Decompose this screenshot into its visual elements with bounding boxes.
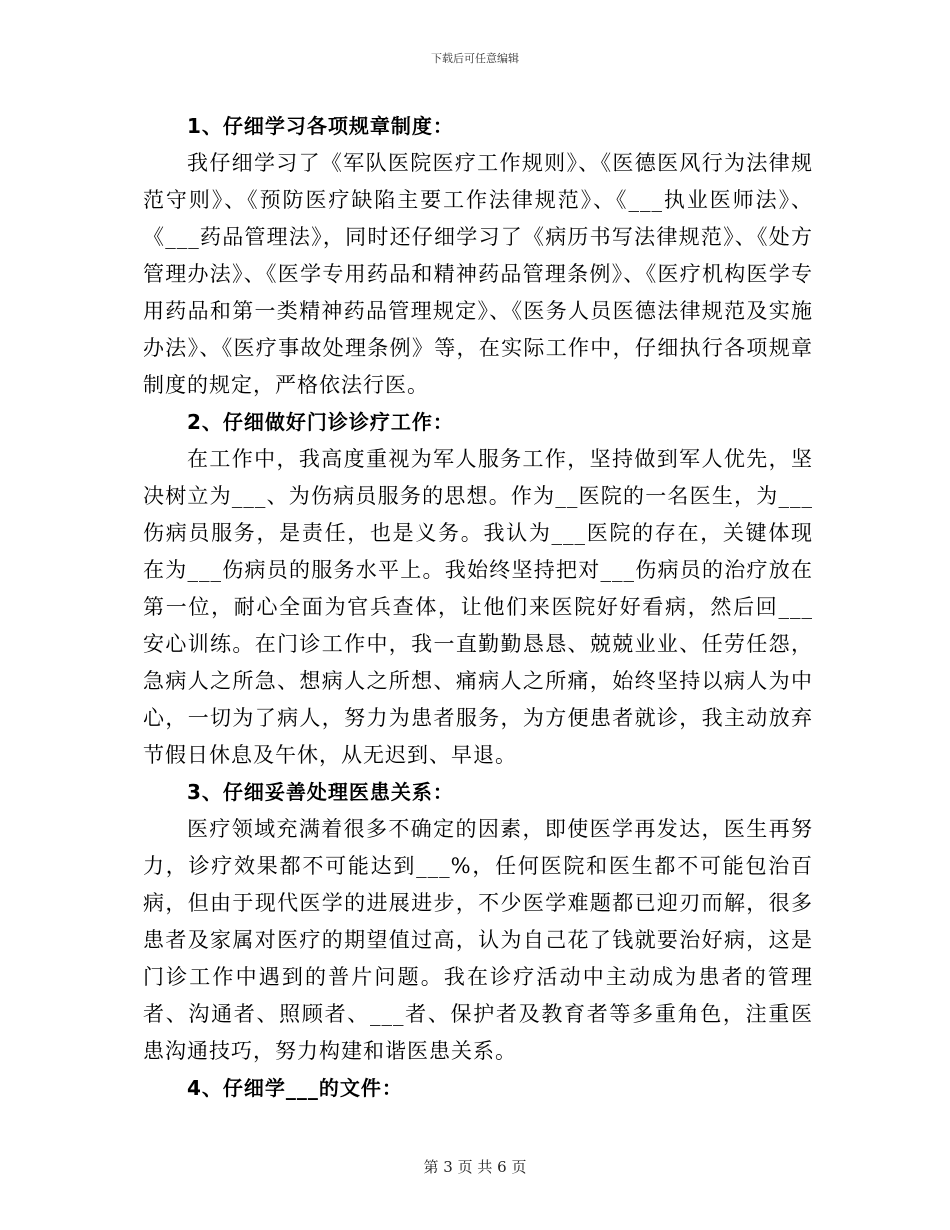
section-4-heading: 4、仔细学___的文件：	[187, 1076, 403, 1100]
section-3-body: 医疗领域充满着很多不确定的因素，即使医学再发达，医生再努力，诊疗效果都不可能达到___%，任何医院和医生都不可能包治百病，但由于现代医学的进展进步，不少医学难题都已迎刃而解，很多患者及家属对医疗的期望值过高，认为自己花了钱就要治好病，这是门诊工作中遇到的普片问题。我在诊疗活动中主动成为患者的管理者、沟通者、照顾者、___者、保护者及教育者等多重角色，注重医患沟通技巧，努力构建和谐医患关系。	[143, 817, 813, 1063]
page-header: 下载后可任意编辑	[431, 52, 519, 65]
section-2-heading: 2、仔细做好门诊诊疗工作：	[187, 410, 454, 434]
page-footer: 第 3 页 共 6 页	[423, 1158, 527, 1176]
section-1-body: 我仔细学习了《军队医院医疗工作规则》、《医德医风行为法律规范守则》、《预防医疗缺陷主要工作法律规范》、《___执业医师法》、《___药品管理法》，同时还仔细学习了《病历书写法律规范》、《处方管理办法》、《医学专用药品和精神药品管理条例》、《医疗机构医学专用药品和第一类精神药品管理规定》、《医务人员医德法律规范及实施办法》、《医疗事故处理条例》等，在实际工作中，仔细执行各项规章制度的规定，严格依法行医。	[143, 151, 813, 397]
section-3-heading: 3、仔细妥善处理医患关系：	[187, 780, 454, 804]
section-1-heading: 1、仔细学习各项规章制度：	[187, 114, 454, 138]
section-2-body: 在工作中，我高度重视为军人服务工作，坚持做到军人优先，坚决树立为___、为伤病员服务的思想。作为__医院的一名医生，为___伤病员服务，是责任，也是义务。我认为___医院的存在，关键体现在为___伤病员的服务水平上。我始终坚持把对___伤病员的治疗放在第一位，耐心全面为官兵查体，让他们来医院好好看病，然后回___安心训练。在门诊工作中，我一直勤勤恳恳、兢兢业业、任劳任怨，急病人之所急、想病人之所想、痛病人之所痛，始终坚持以病人为中心，一切为了病人，努力为患者服务，为方便患者就诊，我主动放弃节假日休息及午休，从无迟到、早退。	[143, 447, 813, 767]
document-body	[143, 108, 813, 1107]
